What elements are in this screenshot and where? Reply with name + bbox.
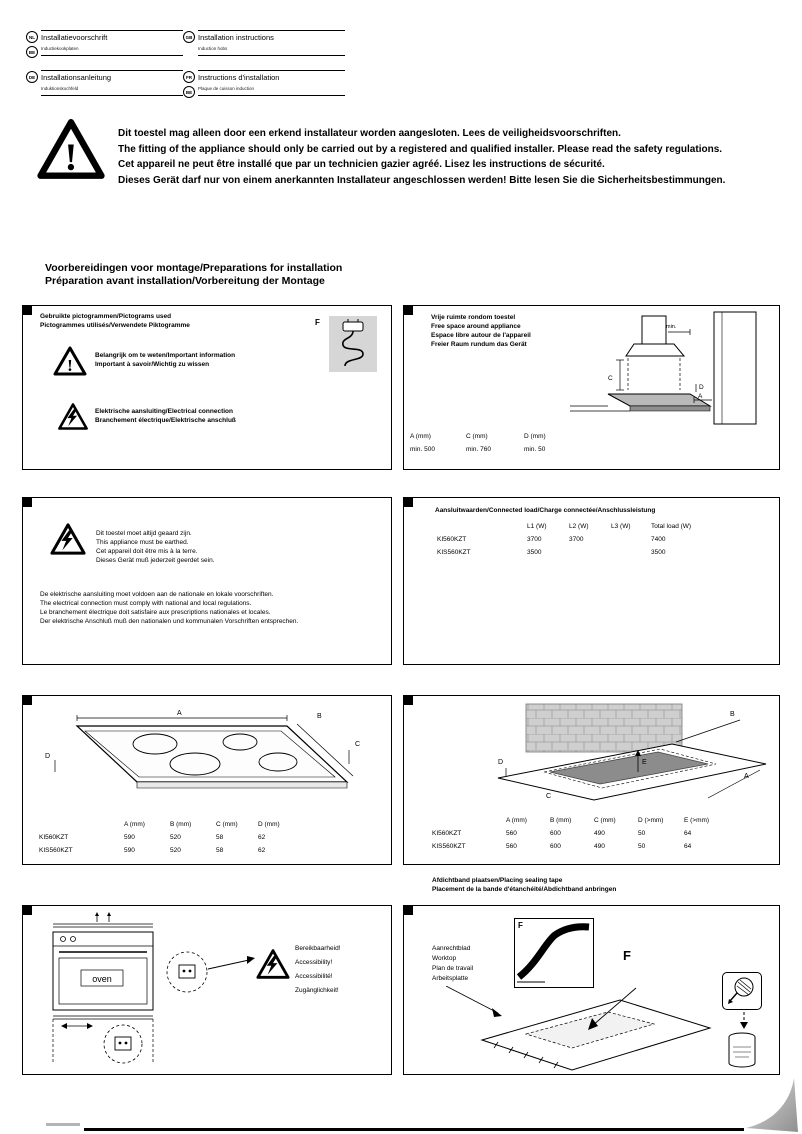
regulation-line: Le branchement électrique doit satisfaire aux prescriptions nationales et locales. bbox=[40, 609, 271, 616]
electrical-line2: Branchement électrique/Elektrische anschluß bbox=[95, 417, 236, 424]
free-space-title-line: Vrije ruimte rondom toestel bbox=[431, 314, 516, 321]
table-cell: 3700 bbox=[527, 536, 542, 543]
connected-load-box bbox=[403, 497, 780, 665]
accessibility-text bbox=[295, 942, 341, 998]
table-header: L2 (W) bbox=[569, 523, 589, 530]
dim-label-b: B bbox=[730, 711, 735, 718]
tape-f-label: F bbox=[518, 921, 523, 930]
dim-label-c: C bbox=[355, 741, 361, 748]
safety-line: Dit toestel mag alleen door een erkend installateur worden aangesloten. Lees de veiligheidsvoorschriften. bbox=[118, 128, 621, 139]
lang-title: Installatievoorschrift bbox=[41, 33, 108, 42]
accessibility-line: Bereikbaarheid! bbox=[295, 945, 341, 952]
lang-subtitle: Induction hobs bbox=[198, 46, 228, 51]
worktop-cutout-diagram bbox=[492, 702, 774, 810]
table-cell: 520 bbox=[170, 847, 181, 854]
lang-subtitle: Plaque de cuisson induction bbox=[198, 86, 255, 91]
hob-dimensions-diagram bbox=[35, 704, 381, 812]
dim-label-a: A bbox=[744, 773, 749, 780]
table-header: E (>mm) bbox=[684, 817, 710, 824]
lang-code-be-icon: BE bbox=[183, 86, 195, 98]
table-cell: 62 bbox=[258, 834, 266, 841]
table-cell: 64 bbox=[684, 843, 692, 850]
lang-entry-fr-be bbox=[183, 70, 345, 98]
dim-label-d: D bbox=[699, 384, 704, 391]
table-header: D (mm) bbox=[524, 433, 546, 440]
free-space-title-line: Freier Raum rundum das Gerät bbox=[431, 341, 527, 348]
table-cell: 490 bbox=[594, 830, 605, 837]
lang-codes bbox=[26, 70, 38, 83]
worktop-text bbox=[432, 944, 473, 984]
table-header: D (mm) bbox=[258, 821, 280, 828]
pictograms-box bbox=[22, 305, 392, 470]
accessibility-box bbox=[22, 905, 392, 1075]
table-header: C (mm) bbox=[594, 817, 616, 824]
earthed-text bbox=[96, 529, 215, 565]
dim-label-e: E bbox=[642, 759, 647, 766]
table-cell: 590 bbox=[124, 847, 135, 854]
table-header: C (mm) bbox=[466, 433, 488, 440]
table-cell: 64 bbox=[684, 830, 692, 837]
table-cell-model: KIS560KZT bbox=[437, 549, 471, 556]
lang-code-be-icon: BE bbox=[26, 46, 38, 58]
mains-cable-image bbox=[329, 316, 377, 372]
table-cell: 7400 bbox=[651, 536, 666, 543]
worktop-sealing-diagram bbox=[422, 986, 717, 1074]
plug-cable-icon bbox=[331, 318, 375, 370]
free-space-diagram bbox=[544, 310, 776, 430]
table-header bbox=[437, 520, 527, 533]
table-cell-model: KIS560KZT bbox=[432, 843, 466, 850]
table-cell: 3500 bbox=[527, 549, 542, 556]
table-cell: 58 bbox=[216, 847, 224, 854]
sealing-tape-icon bbox=[515, 919, 593, 987]
table-cell: 600 bbox=[550, 830, 561, 837]
table-cell-model: KI560KZT bbox=[437, 536, 467, 543]
warning-triangle-icon bbox=[36, 116, 106, 182]
arrow-down-icon bbox=[738, 1012, 750, 1030]
appliance-dimensions-box bbox=[22, 695, 392, 865]
table-cell: 3700 bbox=[569, 536, 584, 543]
lang-subtitle: Inductiekookplaten bbox=[41, 46, 79, 51]
worktop-line: Worktop bbox=[432, 955, 457, 962]
table-cell bbox=[569, 546, 611, 559]
important-triangle-icon bbox=[53, 346, 87, 376]
electrical-text bbox=[95, 407, 236, 425]
lang-entry-de bbox=[26, 70, 183, 98]
cutout-dimensions-box bbox=[403, 695, 780, 865]
glue-blob-icon bbox=[723, 973, 761, 1009]
pictograms-title-line1: Gebruikte pictogrammen/Pictograms used bbox=[40, 313, 172, 320]
table-cell: 50 bbox=[638, 830, 646, 837]
table-header: L3 (W) bbox=[611, 523, 631, 530]
electrical-triangle-icon bbox=[57, 402, 89, 431]
cutout-dimensions-table bbox=[432, 814, 730, 853]
table-header: B (mm) bbox=[550, 817, 572, 824]
connected-load-table bbox=[437, 520, 717, 559]
language-header bbox=[26, 30, 345, 98]
page-bottom-rule bbox=[84, 1128, 802, 1131]
table-header: B (mm) bbox=[170, 821, 192, 828]
dim-label-c: C bbox=[608, 375, 613, 382]
table-header: C (mm) bbox=[216, 821, 238, 828]
electrical-triangle-icon bbox=[49, 522, 87, 556]
lang-text bbox=[41, 70, 183, 96]
lang-code-nl-icon: NL bbox=[26, 31, 38, 43]
regulations-text bbox=[40, 590, 298, 626]
lang-title: Installationsanleitung bbox=[41, 73, 112, 82]
dim-label-d: D bbox=[498, 759, 504, 766]
important-text bbox=[95, 351, 235, 369]
lang-text bbox=[198, 70, 345, 96]
table-cell: 600 bbox=[550, 843, 561, 850]
table-header: L1 (W) bbox=[527, 523, 547, 530]
free-space-title-line: Espace libre autour de l'appareil bbox=[431, 332, 531, 339]
table-header: A (mm) bbox=[506, 817, 527, 824]
table-header: A (mm) bbox=[410, 433, 431, 440]
earthed-line: This appliance must be earthed. bbox=[96, 539, 189, 546]
free-space-box bbox=[403, 305, 780, 470]
sealing-tape-detail-image bbox=[514, 918, 594, 988]
worktop-line: Plan de travail bbox=[432, 965, 474, 972]
regulation-line: De elektrische aansluiting moet voldoen aan de nationale en lokale voorschriften. bbox=[40, 591, 274, 598]
safety-line: Dieses Gerät darf nur von einem anerkannten Installateur angeschlossen werden! Bitte lesen Sie die Sicherheitsbestimmungen. bbox=[118, 174, 726, 186]
lang-code-gb-icon: GB bbox=[183, 31, 195, 43]
sealing-heading-line2: Placement de la bande d'étanchéité/Abdichtband anbringen bbox=[432, 886, 617, 893]
dim-label-a: A bbox=[698, 393, 703, 400]
section-heading-line2: Préparation avant installation/Vorbereitung der Montage bbox=[45, 275, 325, 287]
section-heading bbox=[45, 262, 342, 288]
accessibility-line: Zugänglichkeit! bbox=[295, 987, 339, 994]
dim-label-b: B bbox=[317, 713, 322, 720]
safety-line: Cet appareil ne peut être installé que par un technicien gazier agréé. Lisez les instructions de sécurité. bbox=[118, 159, 605, 170]
svg-text:!: ! bbox=[67, 356, 73, 375]
sealing-tape-heading bbox=[432, 876, 616, 894]
regulation-line: Der elektrische Anschluß muß den nationalen und kommunalen Vorschriften entsprechen. bbox=[40, 618, 299, 625]
lang-codes bbox=[183, 30, 195, 43]
dim-label-c: C bbox=[546, 793, 552, 800]
regulation-line: The electrical connection must comply with national and local regulations. bbox=[40, 600, 252, 607]
lang-code-fr-icon: FR bbox=[183, 71, 195, 83]
table-header: Total load (W) bbox=[651, 523, 692, 530]
table-cell bbox=[611, 546, 651, 559]
electrical-triangle-icon bbox=[255, 948, 291, 980]
table-cell: min. 50 bbox=[524, 446, 546, 453]
dim-label-a: A bbox=[177, 710, 182, 717]
cable-f-label: F bbox=[315, 318, 320, 327]
earthed-line: Dit toestel moet altijd geaard zijn. bbox=[96, 530, 192, 537]
earthed-line: Dieses Gerät muß jederzeit geerdet sein. bbox=[96, 557, 215, 564]
table-cell: 490 bbox=[594, 843, 605, 850]
table-cell-model: KIS560KZT bbox=[39, 847, 73, 854]
free-space-title bbox=[431, 313, 531, 349]
sealing-heading-line1: Afdichtband plaatsen/Placing sealing tape bbox=[432, 877, 563, 884]
dim-label-min: min. bbox=[666, 324, 677, 330]
sealant-can-icon bbox=[724, 1030, 760, 1070]
page-curl bbox=[744, 1076, 802, 1134]
accessibility-line: Accessibility! bbox=[295, 959, 333, 966]
lang-subtitle: Induktionskochfeld bbox=[41, 86, 79, 91]
lang-entry-gb bbox=[183, 30, 345, 58]
table-cell: 560 bbox=[506, 830, 517, 837]
section-heading-line1: Voorbereidingen voor montage/Preparations for installation bbox=[45, 262, 343, 274]
free-space-table bbox=[410, 430, 574, 456]
important-line2: Important à savoir/Wichtig zu wissen bbox=[95, 361, 210, 368]
table-cell: 58 bbox=[216, 834, 224, 841]
lang-codes bbox=[26, 30, 38, 58]
big-f-label: F bbox=[623, 948, 631, 963]
earthed-line: Cet appareil doit être mis à la terre. bbox=[96, 548, 198, 555]
worktop-line: Arbeitsplatte bbox=[432, 975, 469, 982]
table-cell: 590 bbox=[124, 834, 135, 841]
table-header bbox=[39, 818, 124, 831]
lang-codes bbox=[183, 70, 195, 98]
oven-accessibility-diagram bbox=[35, 912, 257, 1072]
safety-text bbox=[118, 116, 725, 188]
worktop-line: Aanrechtblad bbox=[432, 945, 471, 952]
glue-warning-image bbox=[722, 972, 762, 1010]
table-header: A (mm) bbox=[124, 821, 145, 828]
lang-text bbox=[198, 30, 345, 56]
pictograms-title bbox=[40, 312, 190, 330]
table-header bbox=[432, 814, 506, 827]
earthing-box bbox=[22, 497, 392, 665]
sealing-tape-box bbox=[403, 905, 780, 1075]
safety-warning bbox=[36, 116, 725, 188]
table-cell: 62 bbox=[258, 847, 266, 854]
dim-label-d: D bbox=[45, 753, 51, 760]
important-line1: Belangrijk om te weten/Important information bbox=[95, 352, 236, 359]
table-cell-model: KI560KZT bbox=[432, 830, 462, 837]
pictograms-title-line2: Pictogrammes utilisés/Verwendete Piktogramme bbox=[40, 322, 190, 329]
appliance-dimensions-table bbox=[39, 818, 300, 857]
table-cell: 560 bbox=[506, 843, 517, 850]
electrical-line1: Elektrische aansluiting/Electrical connection bbox=[95, 408, 233, 415]
table-cell: 50 bbox=[638, 843, 646, 850]
lang-title: Instructions d'installation bbox=[198, 73, 280, 82]
safety-line: The fitting of the appliance should only be carried out by a registered and qualified installer. Please read the safety regulations. bbox=[118, 143, 723, 155]
oven-label: oven bbox=[92, 974, 112, 984]
lang-title: Installation instructions bbox=[198, 33, 274, 42]
table-cell: 520 bbox=[170, 834, 181, 841]
table-cell bbox=[611, 533, 651, 546]
accessibility-line: Accessibilité! bbox=[295, 973, 333, 980]
footer-code-smudge bbox=[46, 1123, 80, 1126]
lang-text bbox=[41, 30, 183, 56]
svg-text:!: ! bbox=[64, 137, 78, 180]
table-cell: min. 760 bbox=[466, 446, 491, 453]
table-cell: min. 500 bbox=[410, 446, 435, 453]
lang-code-de-icon: DE bbox=[26, 71, 38, 83]
table-cell-model: KI560KZT bbox=[39, 834, 69, 841]
table-cell: 3500 bbox=[651, 549, 666, 556]
connected-load-title: Aansluitwaarden/Connected load/Charge connectée/Anschlussleistung bbox=[435, 507, 656, 514]
table-header: D (>mm) bbox=[638, 817, 664, 824]
free-space-title-line: Free space around appliance bbox=[431, 323, 521, 330]
lang-entry-nl-be bbox=[26, 30, 183, 58]
